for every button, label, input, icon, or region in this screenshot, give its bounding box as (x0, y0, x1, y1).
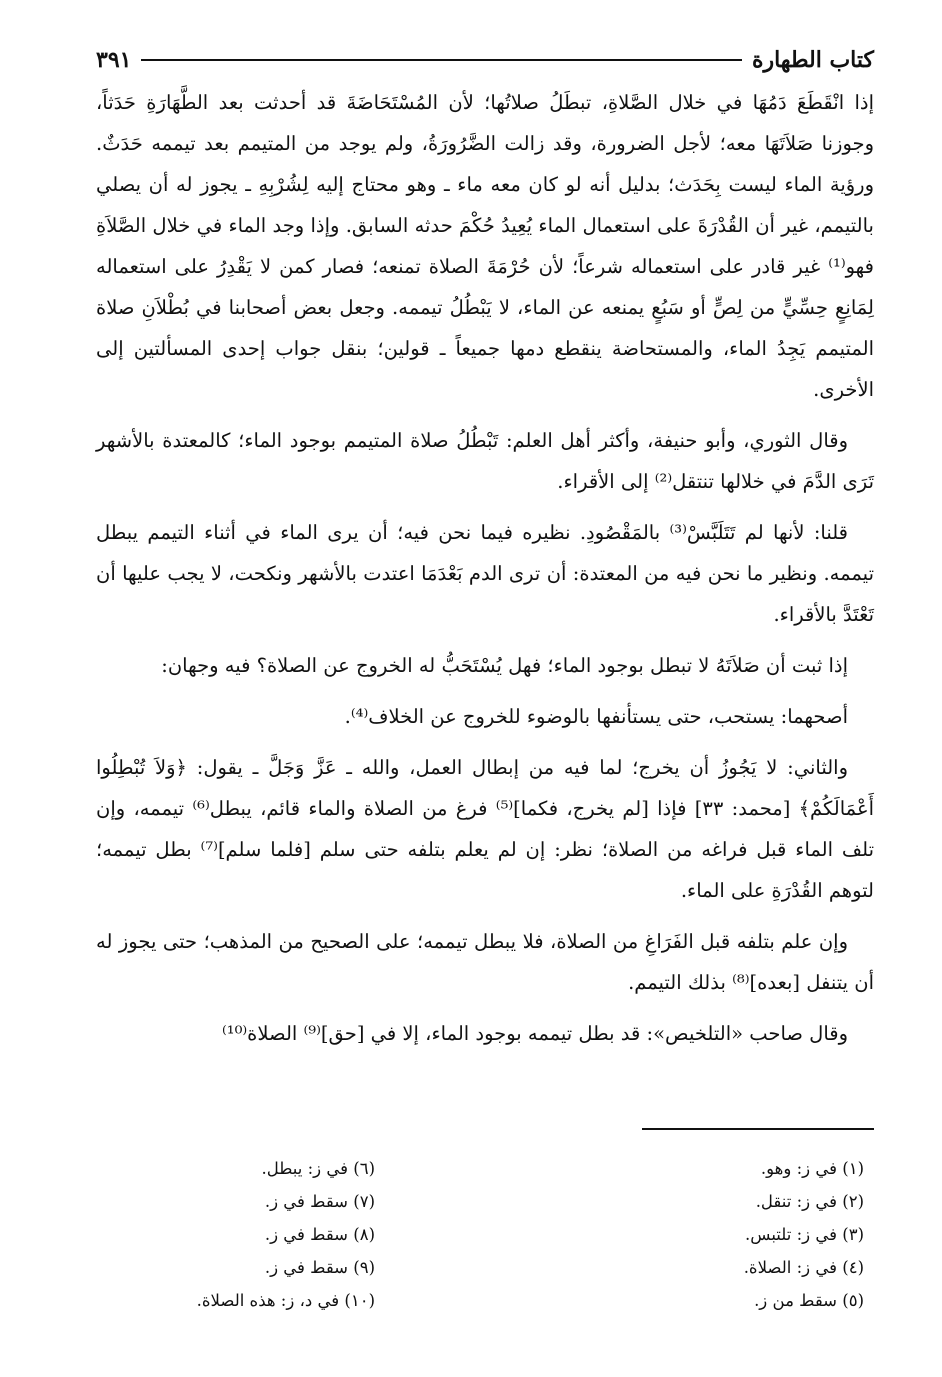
footnote: (٥) سقط من ز. (754, 1291, 864, 1310)
paragraph: إذا ثبت أن صَلاَتَهُ لا تبطل بوجود الماء؛ فهل يُسْتَحَبُّ له الخروج عن الصلاة؟ فيه وجهان: (161, 654, 848, 677)
footnote: (٣) في ز: تلتبس. (745, 1225, 864, 1244)
paragraph: وإن علم بتلفه قبل الفَرَاغِ من الصلاة، فلا يبطل تيممه؛ على الصحيح من المذهب؛ حتى يجوز له أن يتنفل [بعده]⁽⁸⁾ بذلك التيمم. (96, 930, 874, 994)
header-rule (141, 59, 742, 61)
running-title: كتاب الطهارة (751, 47, 874, 73)
paragraph: وقال صاحب «التلخيص»: قد بطل تيممه بوجود الماء، إلا في [حق]⁽⁹⁾ الصلاة⁽¹⁰⁾ (221, 1022, 848, 1045)
footnote: (٧) سقط في ز. (264, 1192, 375, 1211)
footnote: (٦) في ز: يبطل. (261, 1159, 375, 1178)
main-text (96, 82, 874, 1054)
paragraph: إذا انْقَطَعَ دَمُهَا في خلال الصَّلاةِ، تبطَلُ صلاتُها؛ لأن المُسْتَحَاضَةَ قد أحدثت بعد الطَّهَارَةِ حَدَثاً، وجوزنا صَلاَتَهَا معه؛ لأجل الضرورة، وقد زالت الضَّرُورَةُ، ولم يوجد من المتيمم بعد تيممه حَدَثٌ. ورؤية الماء ليست بِحَدَث؛ بدليل أنه لو كان معه ماء ـ وهو محتاج إليه لِشُرْبِهِ ـ يجوز له أن يصلي بالتيمم، غير أن القُدْرَةَ على استعمال الماء يُعِيدُ حُكْمَ حدثه السابق. وإذا وجد الماء في خلال الصَّلاَةِ فهو⁽¹⁾ غير قادر على استعماله شرعاً؛ لأن حُرْمَةَ الصلاة تمنعه؛ فصار كمن لا يَقْدِرُ على استعماله لِمَانِعٍ حِسِّيٍّ من لِصٍّ أو سَبُعٍ يمنعه عن الماء، لا يَبْطُلُ تيممه. وجعل بعض أصحابنا في بُطْلاَنِ صلاة المتيمم يَجِدُ الماء، والمستحاضة ينقطع دمها جميعاً ـ قولين؛ بنقل جواب إحدى المسألتين إلى الأخرى. (96, 91, 874, 401)
page-header (96, 40, 874, 80)
paragraph: أصحهما: يستحب، حتى يستأنفها بالوضوء للخروج عن الخلاف⁽⁴⁾. (344, 705, 848, 728)
book-page (96, 40, 874, 1320)
footnote: (١٠) في د، ز: هذه الصلاة. (196, 1291, 375, 1310)
paragraph: قلنا: لأنها لم تَتَلَبَّسْ⁽³⁾ بالمَقْصُودِ. نظيره فيما نحن فيه؛ أن يرى الماء في أثناء التيمم يبطل تيممه. ونظير ما نحن فيه من المعتدة: أن ترى الدم بَعْدَمَا اعتدت بالأشهر ونكحت، لا يجب عليها أن تَعْتَدَّ بالأقراء. (96, 521, 874, 626)
footnote-rule (642, 1128, 874, 1130)
footnote: (٩) سقط في ز. (264, 1258, 375, 1277)
footnotes (96, 1152, 874, 1317)
footnote: (٨) سقط في ز. (264, 1225, 375, 1244)
paragraph: والثاني: لا يَجُوزُ أن يخرج؛ لما فيه من إبطال العمل، والله ـ عَزَّ وَجَلَّ ـ يقول: ﴿وَلاَ تُبْطِلُوا أَعْمَالَكُمْ﴾ [محمد: ٣٣] فإذا [لم يخرج، فكما]⁽⁵⁾ فرغ من الصلاة والماء قائم، يبطل⁽⁶⁾ تيممه، وإن تلف الماء قبل فراغه من الصلاة؛ نظر: إن لم يعلم بتلفه حتى سلم [فلما سلم]⁽⁷⁾ بطل تيممه؛ لتوهم القُدْرَةِ على الماء. (96, 756, 875, 902)
page-number: ٣٩١ (96, 47, 132, 73)
paragraph: وقال الثوري، وأبو حنيفة، وأكثر أهل العلم: تَبْطُلُ صلاة المتيمم بوجود الماء؛ كالمعتدة بالأشهر تَرَى الدَّمَ في خلالها تنتقل⁽²⁾ إلى الأقراء. (96, 429, 874, 493)
footnote: (٢) في ز: تنقل. (755, 1192, 864, 1211)
footnote: (١) في ز: وهو. (760, 1159, 864, 1178)
footnotes-column-left (96, 1152, 485, 1317)
footnote: (٤) في ز: الصلاة. (743, 1258, 864, 1277)
footnotes-column-right (485, 1152, 874, 1317)
